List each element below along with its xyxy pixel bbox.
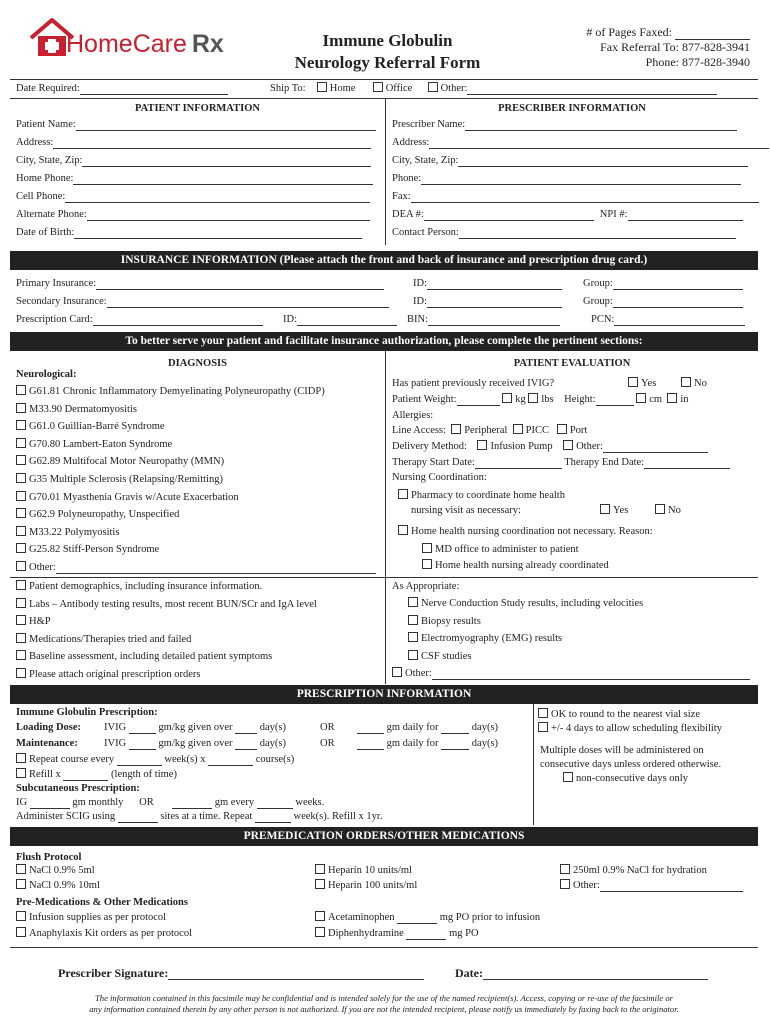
in-label: in — [680, 394, 689, 405]
acetaminophen-label: Acetaminophen — [328, 912, 395, 923]
diagnosis-checkbox[interactable] — [16, 385, 26, 395]
diphenhydramine-checkbox[interactable] — [315, 927, 325, 937]
maint-days-label: day(s) — [259, 738, 286, 749]
ship-other-checkbox[interactable] — [428, 82, 438, 92]
in-checkbox[interactable] — [667, 393, 677, 403]
rx-card-field[interactable] — [93, 315, 263, 326]
repeat-weeks-subq-field[interactable] — [255, 812, 291, 823]
pharmacy-yes-checkbox[interactable] — [600, 504, 610, 514]
loading-gm-daily-label: gm daily for — [386, 722, 439, 733]
maint-gmkg-label: gm/kg given over — [158, 738, 233, 749]
rx-card-label: Prescription Card: — [16, 314, 93, 325]
ivig-question: Has patient previously received IVIG? — [392, 378, 555, 389]
fax-referral: Fax Referral To: 877-828-3941 — [600, 40, 750, 54]
diagnosis-checkbox[interactable] — [16, 561, 26, 571]
ok-round-checkbox[interactable] — [538, 708, 548, 718]
rx-id-field[interactable] — [297, 315, 397, 326]
prescriber-field-label: Address: — [392, 137, 430, 148]
line-access-label: Line Access: — [392, 425, 446, 436]
refill-length-label: (length of time) — [111, 769, 177, 780]
maintenance-label: Maintenance: — [16, 738, 78, 749]
diagnosis-checkbox[interactable] — [16, 508, 26, 518]
diagnosis-label: G61.0 Guillian-Barré Syndrome — [29, 421, 165, 433]
repeat-weeks-field[interactable] — [117, 755, 162, 766]
as-appropriate-item[interactable] — [408, 650, 471, 663]
therapy-start-label: Therapy Start Date: — [392, 457, 475, 468]
phone: Phone: 877-828-3940 — [645, 55, 750, 69]
plusminus-checkbox[interactable] — [538, 722, 548, 732]
premed-other-field[interactable] — [600, 881, 743, 892]
maint-ivig: IVIG — [104, 738, 127, 749]
date-required-label: Date Required: — [16, 83, 80, 94]
logo-home: Home — [66, 30, 133, 58]
diagnosis-item[interactable] — [16, 385, 325, 398]
pharmacy-no-label: No — [668, 505, 681, 516]
picc-checkbox[interactable] — [513, 424, 523, 434]
refill-field[interactable] — [63, 770, 108, 781]
logo — [28, 18, 243, 60]
signature-date-field[interactable] — [483, 968, 708, 980]
date-required-field[interactable] — [80, 84, 228, 95]
secondary-insurance-label: Secondary Insurance: — [16, 296, 107, 307]
non-consecutive-label: non-consecutive days only — [576, 773, 688, 784]
peripheral-checkbox[interactable] — [451, 424, 461, 434]
prescriber-field-label: Prescriber Name: — [392, 119, 466, 130]
as-appropriate-checkbox[interactable] — [408, 615, 418, 625]
multiple-line1: Multiple doses will be administered on — [540, 745, 704, 756]
diagnosis-item[interactable] — [16, 403, 137, 416]
heparin100-checkbox[interactable] — [315, 879, 325, 889]
attachment-label: Please attach original prescription orders — [29, 668, 201, 680]
secondary-id-label: ID: — [413, 296, 427, 307]
secondary-group-label: Group: — [583, 296, 613, 307]
prescriber-field-label: Phone: — [392, 173, 422, 184]
footer-line2: any information contained therein by any other person is not authorized. If you are not the intended recipient, please notify us immediately by faxing back to the originator. — [89, 1004, 679, 1014]
ship-other-label: Other: — [440, 83, 468, 94]
plusminus-label: +/- 4 days to allow scheduling flexibility — [551, 723, 722, 734]
diagnosis-heading: DIAGNOSIS — [168, 358, 227, 369]
diagnosis-item[interactable] — [16, 561, 376, 574]
loading-daily-days-field[interactable] — [441, 723, 469, 734]
acetaminophen-unit: mg PO prior to infusion — [439, 912, 541, 923]
delivery-other-checkbox[interactable] — [563, 440, 573, 450]
neurological-label: Neurological: — [16, 369, 77, 380]
diagnosis-checkbox[interactable] — [16, 438, 26, 448]
refill-1yr-label: week(s). Refill x 1yr. — [293, 811, 383, 822]
as-appropriate-item[interactable] — [408, 615, 481, 628]
diagnosis-label: G25.82 Stiff-Person Syndrome — [29, 544, 160, 556]
secondary-insurance-field[interactable] — [107, 297, 389, 308]
logo-care: Care — [132, 30, 187, 58]
footer-line1: The information contained in this facsimile may be confidential and is intended solely for the use of the named recipient(s). Access, copying or re-use of the facsimile or — [95, 993, 673, 1003]
patient-field-label: Alternate Phone: — [16, 209, 87, 220]
pharmacy-coordinate-label: Pharmacy to coordinate home health — [411, 490, 565, 501]
primary-group-label: Group: — [583, 278, 613, 289]
prescriber-field-input[interactable] — [421, 174, 741, 185]
pharmacy-coordinate-label2: nursing visit as necessary: — [411, 505, 521, 516]
hh-not-necessary-label: Home health nursing coordination not necessary. Reason: — [411, 526, 653, 537]
diagnosis-item[interactable] — [16, 473, 223, 486]
diagnosis-label: G70.01 Myasthenia Gravis w/Acute Exacerbation — [29, 491, 239, 503]
diagnosis-label: G62.89 Multifocal Motor Neuropathy (MMN) — [29, 456, 225, 468]
acetaminophen-checkbox[interactable] — [315, 911, 325, 921]
patient-info-heading: PATIENT INFORMATION — [135, 103, 260, 114]
patient-field-input[interactable] — [74, 228, 362, 239]
repeat-courses-field[interactable] — [208, 755, 253, 766]
as-appropriate-label: As Appropriate: — [392, 581, 460, 592]
diphenhydramine-label: Diphenhydramine — [328, 928, 404, 939]
diagnosis-item[interactable] — [16, 455, 224, 468]
peripheral-label: Peripheral — [464, 425, 508, 436]
evaluation-heading: PATIENT EVALUATION — [513, 358, 631, 369]
lbs-checkbox[interactable] — [528, 393, 538, 403]
attachment-label: Baseline assessment, including detailed patient symptoms — [29, 651, 273, 662]
loading-ivig: IVIG — [104, 722, 127, 733]
subq-ig: IG — [16, 797, 28, 808]
subq-monthly-field[interactable] — [30, 798, 70, 809]
primary-insurance-field[interactable] — [96, 279, 384, 290]
nacl10-checkbox[interactable] — [16, 879, 26, 889]
supplies-label: Infusion supplies as per protocol — [29, 912, 167, 923]
form-title-line1: Immune Globulin — [322, 31, 453, 50]
heparin100-label: Heparin 100 units/ml — [328, 880, 418, 891]
signature-label: Prescriber Signature: — [58, 966, 169, 980]
diagnosis-checkbox[interactable] — [16, 473, 26, 483]
prescriber-field-label: City, State, Zip: — [392, 155, 459, 166]
diphenhydramine-unit: mg PO — [449, 928, 479, 939]
multiple-line2: consecutive days unless ordered otherwise. — [540, 759, 722, 770]
ivig-no-label: No — [694, 378, 707, 389]
anaphylaxis-checkbox[interactable] — [16, 927, 26, 937]
diagnosis-checkbox[interactable] — [16, 420, 26, 430]
sites-label: sites at a time. Repeat — [160, 811, 253, 822]
maint-or: OR — [320, 738, 335, 749]
nacl250-checkbox[interactable] — [560, 864, 570, 874]
ship-office-label: Office — [385, 83, 413, 94]
supplies-checkbox[interactable] — [16, 911, 26, 921]
nacl250-label: 250ml 0.9% NaCl for hydration — [573, 865, 707, 876]
prescriber-field-input[interactable] — [429, 138, 769, 149]
premed-other-label: Other: — [573, 880, 600, 891]
attach-other-checkbox[interactable] — [392, 667, 402, 677]
diagnosis-item[interactable] — [16, 543, 159, 556]
pharmacy-yes-label: Yes — [613, 505, 629, 516]
prescriber-field-input[interactable] — [458, 156, 748, 167]
infusion-pump-label: Infusion Pump — [490, 441, 553, 452]
subq-weeks-label: weeks. — [295, 797, 325, 808]
port-label: Port — [569, 425, 588, 436]
repeat-weeks-label: week(s) x — [164, 754, 206, 765]
pcn-label: PCN: — [591, 314, 615, 325]
diagnosis-checkbox[interactable] — [16, 526, 26, 536]
patient-field-label: Patient Name: — [16, 119, 76, 130]
insurance-bar: INSURANCE INFORMATION (Please attach the front and back of insurance and prescription drug card.) — [10, 251, 758, 270]
patient-field-input[interactable] — [82, 156, 371, 167]
diagnosis-other-field[interactable] — [56, 563, 376, 574]
loading-days-label: day(s) — [259, 722, 286, 733]
ship-office-checkbox[interactable] — [373, 82, 383, 92]
weight-label: Patient Weight: — [392, 394, 457, 405]
secondary-id-field[interactable] — [427, 297, 562, 308]
cm-checkbox[interactable] — [636, 393, 646, 403]
refill-label: Refill x — [29, 769, 61, 780]
primary-insurance-label: Primary Insurance: — [16, 278, 97, 289]
loading-or: OR — [320, 722, 335, 733]
ivig-yes-checkbox[interactable] — [628, 377, 638, 387]
therapy-end-field[interactable] — [644, 458, 730, 469]
weight-field[interactable] — [457, 395, 500, 406]
signature-date-label: Date: — [455, 966, 483, 980]
prescriber-field-label: Fax: — [392, 191, 411, 202]
kg-checkbox[interactable] — [502, 393, 512, 403]
attachment-item[interactable] — [16, 615, 51, 628]
maint-days-field[interactable] — [235, 739, 257, 750]
pages-faxed-label: # of Pages Faxed: — [586, 25, 672, 39]
prescriber-info-heading: PRESCRIBER INFORMATION — [498, 103, 646, 114]
subq-every-label: gm every — [214, 797, 255, 808]
diagnosis-label: G61.81 Chronic Inflammatory Demyelinating Polyneuropathy (CIDP) — [29, 386, 325, 397]
loading-days-field[interactable] — [235, 723, 257, 734]
delivery-other-label: Other: — [576, 441, 603, 452]
diagnosis-label: Other: — [29, 562, 56, 573]
patient-field-label: Date of Birth: — [16, 227, 75, 238]
bin-label: BIN: — [407, 314, 428, 325]
primary-group-field[interactable] — [613, 279, 743, 290]
refill-checkbox[interactable] — [16, 768, 26, 778]
rx-id-label: ID: — [283, 314, 297, 325]
diagnosis-checkbox[interactable] — [16, 543, 26, 553]
pharmacy-no-checkbox[interactable] — [655, 504, 665, 514]
loading-daily-days-label: day(s) — [471, 722, 499, 733]
as-appropriate-label: CSF studies — [421, 650, 472, 662]
diagnosis-label: G62.9 Polyneuropathy, Unspecified — [29, 509, 180, 521]
allergies-label: Allergies: — [392, 410, 434, 421]
attachment-item[interactable] — [16, 650, 272, 663]
kg-label: kg — [515, 394, 526, 405]
loading-gm-daily-field[interactable] — [357, 723, 384, 734]
as-appropriate-item[interactable] — [408, 632, 562, 645]
therapy-end-label: Therapy End Date: — [564, 457, 645, 468]
as-appropriate-label: Biopsy results — [421, 615, 481, 627]
sections-bar: To better serve your patient and facilitate insurance authorization, please complete the pertinent sections: — [10, 332, 758, 351]
npi-label: NPI #: — [599, 209, 628, 220]
premed-bar: PREMEDICATION ORDERS/OTHER MEDICATIONS — [10, 827, 758, 846]
prescription-bar: PRESCRIPTION INFORMATION — [10, 685, 758, 704]
bin-field[interactable] — [428, 315, 560, 326]
repeat-course-checkbox[interactable] — [16, 753, 26, 763]
patient-field-label: Home Phone: — [16, 173, 74, 184]
md-office-checkbox[interactable] — [422, 543, 432, 553]
cm-label: cm — [649, 394, 663, 405]
repeat-course-label: Repeat course every — [29, 754, 115, 765]
attachment-label: Labs – Antibody testing results, most recent BUN/SCr and IgA level — [29, 598, 317, 610]
patient-field-input[interactable] — [76, 120, 376, 131]
delivery-label: Delivery Method: — [392, 441, 467, 452]
attachment-item[interactable] — [16, 580, 262, 593]
diagnosis-checkbox[interactable] — [16, 455, 26, 465]
patient-field-label: Cell Phone: — [16, 191, 66, 202]
attachment-item[interactable] — [16, 598, 317, 611]
diagnosis-label: G35 Multiple Sclerosis (Relapsing/Remitting) — [29, 474, 223, 485]
form-title-line2: Neurology Referral Form — [294, 53, 481, 72]
attachment-checkbox[interactable] — [16, 668, 26, 678]
anaphylaxis-label: Anaphylaxis Kit orders as per protocol — [29, 928, 193, 939]
prescriber-field-input[interactable] — [459, 228, 736, 239]
diagnosis-item[interactable] — [16, 438, 172, 451]
logo-rx: Rx — [191, 30, 224, 58]
patient-field-label: City, State, Zip: — [16, 155, 83, 166]
heparin10-checkbox[interactable] — [315, 864, 325, 874]
hh-not-necessary-checkbox[interactable] — [398, 525, 408, 535]
secondary-group-field[interactable] — [613, 297, 743, 308]
infusion-pump-checkbox[interactable] — [477, 440, 487, 450]
attachment-checkbox[interactable] — [16, 580, 26, 590]
subq-weeks-field[interactable] — [257, 798, 293, 809]
ship-home-label: Home — [329, 83, 356, 94]
prescriber-field-input[interactable] — [411, 192, 759, 203]
delivery-other-field[interactable] — [603, 442, 708, 453]
diphenhydramine-field[interactable] — [406, 929, 446, 940]
diagnosis-label: M33.22 Polymyositis — [29, 526, 120, 538]
maint-daily-days-label: day(s) — [471, 738, 499, 749]
nacl10-label: NaCl 0.9% 10ml — [29, 880, 100, 891]
loading-dose-label: Loading Dose: — [16, 722, 82, 733]
repeat-courses-label: course(s) — [255, 754, 295, 765]
subq-or: OR — [139, 797, 154, 808]
ig-rx-label: Immune Globulin Prescription: — [16, 707, 158, 718]
attachment-label: Patient demographics, including insurance information. — [29, 581, 263, 592]
attachment-checkbox[interactable] — [16, 633, 26, 643]
pharmacy-coordinate-checkbox[interactable] — [398, 489, 408, 499]
md-office-label: MD office to administer to patient — [435, 544, 579, 555]
therapy-start-field[interactable] — [475, 458, 562, 469]
premeds-label: Pre-Medications & Other Medications — [16, 897, 188, 908]
as-appropriate-checkbox[interactable] — [408, 597, 418, 607]
patient-field-input[interactable] — [87, 210, 370, 221]
primary-id-label: ID: — [413, 278, 427, 289]
height-field[interactable] — [596, 395, 634, 406]
ship-home-checkbox[interactable] — [317, 82, 327, 92]
loading-gmkg-label: gm/kg given over — [158, 722, 233, 733]
diagnosis-item[interactable] — [16, 420, 165, 433]
prescriber-field-input[interactable] — [465, 120, 737, 131]
flush-label: Flush Protocol — [16, 852, 82, 863]
nacl5-checkbox[interactable] — [16, 864, 26, 874]
diagnosis-item[interactable] — [16, 491, 239, 504]
patient-field-input[interactable] — [65, 192, 370, 203]
port-checkbox[interactable] — [557, 424, 567, 434]
diagnosis-checkbox[interactable] — [16, 403, 26, 413]
diagnosis-item[interactable] — [16, 526, 119, 539]
as-appropriate-label: Nerve Conduction Study results, including velocities — [421, 598, 644, 609]
sites-field[interactable] — [118, 812, 158, 823]
attachment-label: Medications/Therapies tried and failed — [29, 633, 192, 645]
attachment-item[interactable] — [16, 668, 200, 681]
hh-already-checkbox[interactable] — [422, 559, 432, 569]
patient-field-input[interactable] — [53, 138, 371, 149]
primary-id-field[interactable] — [427, 279, 562, 290]
pages-faxed-field[interactable] — [675, 29, 750, 40]
hh-already-label: Home health nursing already coordinated — [435, 560, 609, 571]
maint-daily-days-field[interactable] — [441, 739, 469, 750]
height-label: Height: — [564, 394, 596, 405]
patient-field-label: Address: — [16, 137, 54, 148]
heparin10-label: Heparin 10 units/ml — [328, 865, 412, 876]
ship-other-field[interactable] — [467, 84, 717, 95]
attachment-label: H&P — [29, 616, 51, 627]
prescriber-field-label: Contact Person: — [392, 227, 459, 238]
as-appropriate-checkbox[interactable] — [408, 650, 418, 660]
maint-gmkg-field[interactable] — [129, 739, 156, 750]
loading-gmkg-field[interactable] — [129, 723, 156, 734]
nacl5-label: NaCl 0.9% 5ml — [29, 865, 95, 876]
patient-field-input[interactable] — [73, 174, 373, 185]
premed-other-checkbox[interactable] — [560, 879, 570, 889]
dea-field[interactable] — [424, 210, 594, 221]
diagnosis-label: M33.90 Dermatomyositis — [29, 403, 137, 415]
pcn-field[interactable] — [614, 315, 745, 326]
diagnosis-label: G70.80 Lambert-Eaton Syndrome — [29, 438, 173, 450]
diagnosis-checkbox[interactable] — [16, 491, 26, 501]
subq-label: Subcutaneous Prescription: — [16, 783, 140, 794]
picc-label: PICC — [525, 425, 549, 436]
as-appropriate-checkbox[interactable] — [408, 632, 418, 642]
maint-gm-daily-field[interactable] — [357, 739, 384, 750]
diagnosis-item[interactable] — [16, 508, 179, 521]
attach-other-field[interactable] — [432, 669, 750, 680]
maint-gm-daily-label: gm daily for — [386, 738, 439, 749]
npi-field[interactable] — [628, 210, 743, 221]
ok-round-label: OK to round to the nearest vial size — [551, 709, 700, 720]
prescriber-field-label: DEA #: — [392, 209, 424, 220]
ship-to-label: Ship To: — [270, 83, 306, 94]
ivig-no-checkbox[interactable] — [681, 377, 691, 387]
subq-monthly-label: gm monthly — [72, 797, 124, 808]
administer-label: Administer SCIG using — [16, 811, 116, 822]
as-appropriate-item[interactable] — [408, 597, 643, 610]
attach-other-label: Other: — [405, 668, 432, 679]
attachment-item[interactable] — [16, 633, 191, 646]
signature-field[interactable] — [168, 968, 424, 980]
attachment-checkbox[interactable] — [16, 598, 26, 608]
subq-every-gm-field[interactable] — [172, 798, 212, 809]
acetaminophen-field[interactable] — [397, 913, 437, 924]
as-appropriate-label: Electromyography (EMG) results — [421, 633, 563, 644]
nursing-label: Nursing Coordination: — [392, 472, 487, 483]
non-consecutive-checkbox[interactable] — [563, 772, 573, 782]
attachment-checkbox[interactable] — [16, 615, 26, 625]
lbs-label: lbs — [541, 394, 554, 405]
ivig-yes-label: Yes — [641, 378, 657, 389]
attachment-checkbox[interactable] — [16, 650, 26, 660]
